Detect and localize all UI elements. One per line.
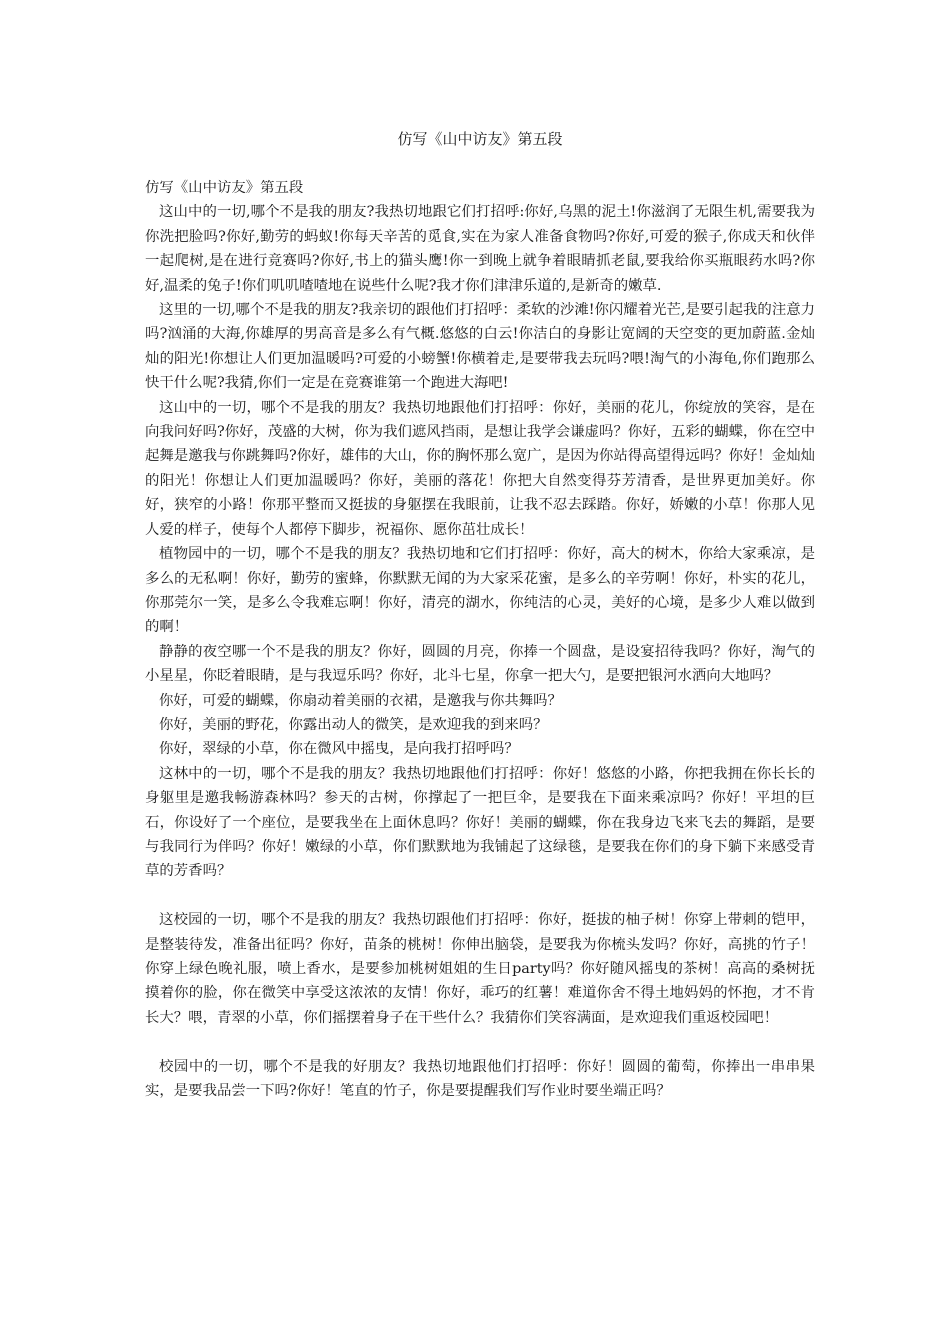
document-body [145, 176, 815, 1103]
paragraph: 这林中的一切，哪个不是我的朋友？我热切地跟他们打招呼：你好！悠悠的小路，你把我拥在你长长的身躯里是邀我畅游森林吗？参天的古树，你撑起了一把巨伞，是要我在下面来乘凉吗？你好！平坦的巨石，你设好了一个座位，是要我坐在上面休息吗？你好！美丽的蝴蝶，你在我身边飞来飞去的舞蹈，是要与我同行为伴吗？你好！嫩绿的小草，你们默默地为我铺起了这绿毯，是要我在你们的身下躺下来感受青草的芳香吗？ [145, 765, 815, 880]
paragraph: 你好，可爱的蝴蝶，你扇动着美丽的衣裙，是邀我与你共舞吗？ [159, 692, 562, 709]
paragraph: 这山中的一切,哪个不是我的朋友?我热切地跟它们打招呼:你好,乌黑的泥土!你滋润了无限生机,需要我为你洗把脸吗?你好,勤劳的蚂蚁!你每天辛苦的觅食,实在为家人准备食物吗?你好,可爱的猴子,你成天和伙伴一起爬树,是在进行竞赛吗?你好,书上的猫头鹰!你一到晚上就争着眼睛抓老鼠,要我给你买瓶眼药水吗?你好,温柔的兔子!你们叽叽喳喳地在说些什么呢?我才你们津津乐道的,是新奇的嫩草. [145, 204, 815, 294]
blank-line [145, 884, 815, 908]
paragraph: 校园中的一切，哪个不是我的好朋友？我热切地跟他们打招呼：你好！圆圆的葡萄，你捧出一串串果实，是要我品尝一下吗?你好！笔直的竹子，你是要提醒我们写作业时要坐端正吗？ [145, 1058, 815, 1099]
document-title: 仿写《山中访友》第五段 [397, 130, 563, 148]
paragraph: 你好，翠绿的小草，你在微风中摇曳，是向我打招呼吗？ [159, 741, 519, 758]
document-subtitle: 仿写《山中访友》第五段 [145, 180, 304, 196]
paragraph: 你好，美丽的野花，你露出动人的微笑，是欢迎我的到来吗？ [159, 716, 548, 733]
paragraph: 植物园中的一切，哪个不是我的朋友？我热切地和它们打招呼：你好，高大的树木，你给大家乘凉，是多么的无私啊！你好，勤劳的蜜蜂，你默默无闻的为大家采花蜜，是多么的辛劳啊！你好，朴实的花儿，你那莞尔一笑，是多么令我难忘啊！你好，清亮的湖水，你纯洁的心灵，美好的心境，是多少人难以做到的啊！ [145, 546, 815, 636]
blank-line [145, 1030, 815, 1054]
paragraph: 静静的夜空哪一个不是我的朋友？你好，圆圆的月亮，你捧一个圆盘，是设宴招待我吗？你好，淘气的小星星，你眨着眼睛，是与我逗乐吗？你好，北斗七星，你拿一把大勺，是要把银河水洒向大地吗？ [145, 643, 815, 685]
paragraph: 这山中的一切，哪个不是我的朋友？我热切地跟他们打招呼：你好，美丽的花儿，你绽放的笑容，是在向我问好吗?你好，茂盛的大树，你为我们遮风挡雨，是想让我学会谦虚吗？你好，五彩的蝴蝶，你在空中起舞是邀我与你跳舞吗?你好，雄伟的大山，你的胸怀那么宽广，是因为你站得高望得远吗？你好！金灿灿的阳光！你想让人们更加温暖吗？你好，美丽的落花！你把大自然变得芬芳清香，是世界更加美好。你好，狭窄的小路！你那平整而又挺拔的身躯摆在我眼前，让我不忍去踩踏。你好，娇嫩的小草！你那人见人爱的样子，使每个人都停下脚步，祝福你、愿你茁壮成长！ [145, 399, 816, 538]
paragraph: 这校园的一切，哪个不是我的朋友？我热切跟他们打招呼：你好，挺拔的柚子树！你穿上带刺的铠甲，是整装待发，准备出征吗？你好，苗条的桃树！你伸出脑袋，是要我为你梳头发吗？你好，高挑的竹子！你穿上绿色晚礼服，喷上香水，是要参加桃树姐姐的生日party吗？你好随风摇曳的茶树！高高的桑树抚摸着你的脸，你在微笑中享受这浓浓的友情！你好，乖巧的红薯！难道你舍不得土地妈妈的怀抱，才不肯长大？喂，青翠的小草，你们摇摆着身子在干些什么？我猜你们笑容满面，是欢迎我们重返校园吧！ [145, 912, 815, 1026]
paragraph: 这里的一切,哪个不是我的朋友?我亲切的跟他们打招呼：柔软的沙滩!你闪耀着光芒,是要引起我的注意力吗?汹涌的大海,你雄厚的男高音是多么有气概.悠悠的白云!你洁白的身影让宽阔的天空变的更加蔚蓝.金灿灿的阳光!你想让人们更加温暖吗?可爱的小螃蟹!你横着走,是要带我去玩吗?喂!淘气的小海龟,你们跑那么快干什么呢?我猜,你们一定是在竞赛谁第一个跑进大海吧! [145, 302, 815, 392]
